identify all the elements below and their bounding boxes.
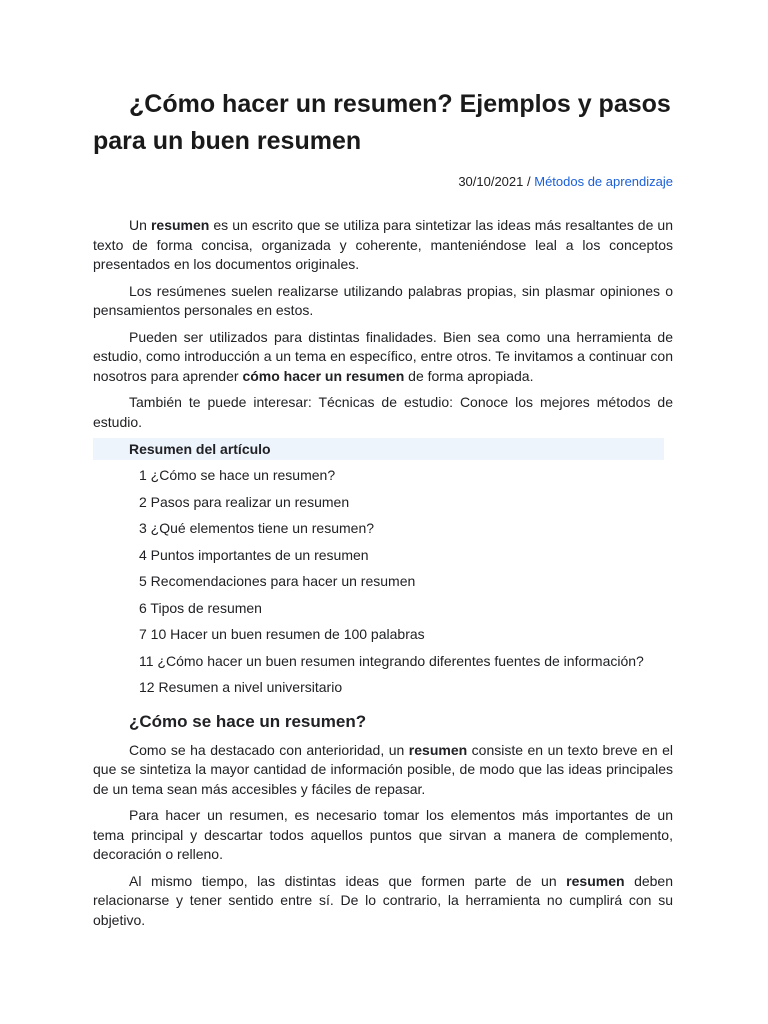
- article: [93, 0, 673, 930]
- section-paragraph-3: Al mismo tiempo, las distintas ideas que formen parte de un resumen deben relacionarse y tener sentido entre sí. De lo contrario, la herramienta no cumplirá con su objetivo.: [93, 872, 673, 928]
- toc-item[interactable]: 12 Resumen a nivel universitario: [139, 679, 343, 695]
- toc-item[interactable]: 1 ¿Cómo se hace un resumen?: [139, 467, 336, 483]
- section-heading: ¿Cómo se hace un resumen?: [129, 711, 367, 731]
- bold-term: resumen: [408, 741, 468, 758]
- category-link[interactable]: Métodos de aprendizaje: [534, 174, 673, 189]
- article-meta: [93, 174, 673, 189]
- toc-item[interactable]: 3 ¿Qué elementos tiene un resumen?: [139, 520, 375, 536]
- article-date: 30/10/2021: [458, 174, 524, 189]
- intro-paragraph-2: Los resúmenes suelen realizarse utilizando palabras propias, sin plasmar opiniones o pensamientos personales en estos.: [93, 282, 673, 318]
- toc-item[interactable]: 5 Recomendaciones para hacer un resumen: [139, 573, 416, 589]
- section-paragraph-1: Como se ha destacado con anterioridad, un resumen consiste en un texto breve en el que se sintetiza la mayor cantidad de información posible, de modo que las ideas principales de un tema sean más accesibles y fáciles de repasar.: [93, 741, 674, 797]
- meta-separator: /: [523, 174, 535, 189]
- toc-item[interactable]: 6 Tipos de resumen: [139, 599, 262, 616]
- intro-paragraph-3: Pueden ser utilizados para distintas finalidades. Bien sea como una herramienta de estudio, como introducción a un tema en específico, entre otros. Te invitamos a continuar con nosotros para aprender cómo hacer un resumen de forma apropiada.: [93, 328, 673, 384]
- toc-item[interactable]: 7 10 Hacer un buen resumen de 100 palabras: [139, 626, 425, 642]
- section-paragraph-2: Para hacer un resumen, es necesario tomar los elementos más importantes de un tema principal y descartar todos aquellos puntos que sirvan a manera de complemento, decoración o relleno.: [93, 807, 673, 862]
- intro-paragraph-4: También te puede interesar: Técnicas de estudio: Conoce los mejores métodos de estudio.: [93, 394, 673, 430]
- article-title: ¿Cómo hacer un resumen? Ejemplos y pasos para un buen resumen: [93, 90, 671, 155]
- toc-item[interactable]: 11 ¿Cómo hacer un buen resumen integrando diferentes fuentes de información?: [139, 652, 644, 669]
- toc-item[interactable]: 2 Pasos para realizar un resumen: [139, 493, 350, 510]
- bold-term: resumen: [150, 217, 210, 233]
- toc-heading: Resumen del artículo: [93, 438, 664, 460]
- intro-paragraph-1: Un resumen es un escrito que se utiliza para sintetizar las ideas más resaltantes de un texto de forma concisa, organizada y coherente, manteniéndose leal a los conceptos presentados en los documentos originales.: [93, 217, 673, 272]
- toc-item[interactable]: 4 Puntos importantes de un resumen: [139, 546, 369, 563]
- bold-term: resumen: [566, 872, 625, 889]
- table-of-contents: [93, 462, 673, 701]
- bold-term: cómo hacer un resumen: [242, 367, 405, 384]
